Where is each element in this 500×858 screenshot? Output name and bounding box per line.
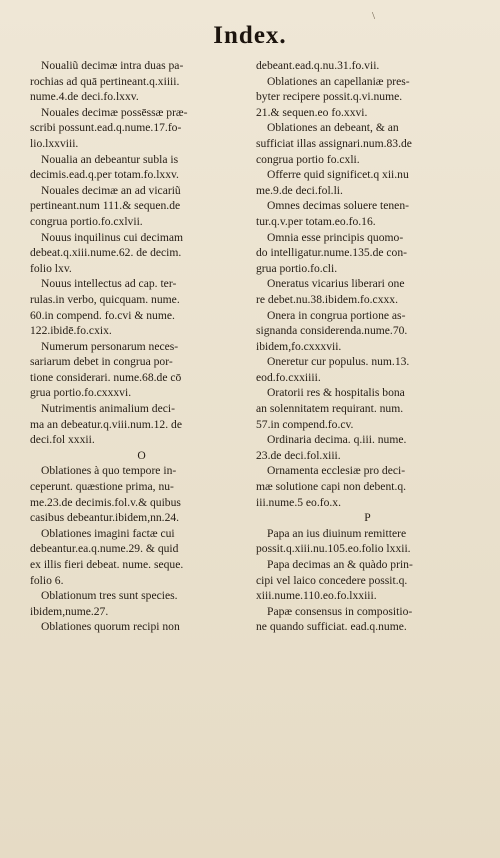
index-entry-start: Ordinaria decima. q.iii. nume. [267, 433, 407, 447]
index-entry-continuation: do intelligatur.nume.135.de con- [256, 246, 408, 260]
index-entry-continuation: tione considerari. nume.68.de cō [30, 370, 182, 384]
index-entry-continuation: grua portio.fo.cli. [256, 261, 338, 275]
index-entry-continuation: 57.in compend.fo.cv. [256, 417, 354, 431]
index-entry-continuation: 60.in compend. fo.cvi & nume. [30, 308, 175, 322]
index-entry-continuation: 21.& sequen.eo fo.xxvi. [256, 105, 368, 119]
index-entry-start: Oblationum tres sunt species. [41, 589, 178, 603]
index-entry-continuation: ma an debeatur.q.viii.num.12. de [30, 417, 182, 431]
index-entry-continuation: grua portio.fo.cxxxvi. [30, 386, 132, 400]
index-column-left [30, 58, 253, 635]
index-entry-continuation: debeant.ead.q.nu.31.fo.vii. [256, 59, 380, 72]
index-entry-continuation: sufficiat illas assignari.num.83.de [256, 136, 412, 150]
index-entry-continuation: me.23.de decimis.fol.v.& quibus [30, 495, 181, 509]
index-entry-continuation: debeat.q.xiii.nume.62. de decim. [30, 246, 182, 260]
index-entry-continuation: casibus debeantur.ibidem,nn.24. [30, 511, 180, 525]
index-entry-start: Oratorii res & hospitalis bona [267, 386, 405, 400]
index-entry-start: Oblationes an debeant, & an [267, 121, 399, 135]
index-entry-continuation: ex illis fieri debeat. nume. seque. [30, 558, 184, 571]
index-entry-start: Noualia an debeantur subla is [41, 152, 179, 166]
index-entry-start: Oneretur cur populus. num.13. [267, 355, 410, 369]
index-entry-start: Papa decimas an & quàdo prin- [267, 558, 413, 571]
index-entry-start: Ornamenta ecclesiæ pro deci- [267, 464, 406, 478]
index-entry-start: Nutrimentis animalium deci- [41, 402, 175, 416]
corner-mark: \ [372, 10, 376, 22]
index-entry-continuation: rulas.in verbo, quicquam. nume. [30, 292, 180, 306]
section-letter: O [137, 448, 146, 462]
index-entry-start: Papa an ius diuinum remittere [267, 526, 407, 540]
index-entry-start: Oblationes à quo tempore in- [41, 464, 177, 478]
index-entry-continuation: mæ solutione capi non debent.q. [256, 480, 407, 494]
index-entry-start: Onera in congrua portione as- [267, 308, 406, 322]
index-entry-continuation: deci.fol xxxii. [30, 433, 95, 447]
index-column-right [256, 58, 479, 635]
index-entry-start: Oneratus vicarius liberari one [267, 277, 405, 291]
index-entry-continuation: lio.lxxviii. [30, 136, 79, 150]
index-entry-start: Papæ consensus in compositio- [267, 604, 413, 618]
index-entry-continuation: ibidem,nume.27. [30, 604, 109, 618]
page-title: Index. [213, 22, 287, 49]
index-entry-continuation: sariarum debet in congrua por- [30, 355, 173, 369]
index-entry-continuation: debeantur.ea.q.nume.29. & quid [30, 542, 179, 556]
index-entry-start: Omnes decimas soluere tenen- [267, 199, 409, 213]
index-entry-continuation: rochias ad quā pertineant.q.xiiii. [30, 74, 180, 88]
index-entry-continuation: congrua portio.fo.cxlvii. [30, 214, 143, 228]
index-entry-start: Omnia esse principis quomo- [267, 230, 404, 244]
index-entry-start: Nouus inquilinus cui decimam [41, 230, 184, 244]
index-entry-continuation: cipi vel laico concedere possit.q. [256, 573, 408, 587]
index-entry-start: Numerum personarum neces- [41, 339, 179, 353]
index-entry-continuation: tur.q.v.per totam.eo.fo.16. [256, 214, 376, 228]
index-entry-continuation: folio 6. [30, 573, 64, 587]
index-entry-continuation: ceperunt. quæstione prima, nu- [30, 480, 174, 494]
index-entry-continuation: ne quando sufficiat. ead.q.nume. [256, 620, 407, 634]
index-entry-start: Oblationes an capellaniæ pres- [267, 74, 410, 88]
index-entry-start: Nouus intellectus ad cap. ter- [41, 277, 177, 291]
index-entry-continuation: decimis.ead.q.per totam.fo.lxxv. [30, 168, 179, 182]
index-entry-continuation: an solennitatem requirant. num. [256, 402, 404, 416]
index-entry-continuation: 23.de deci.fol.xiii. [256, 448, 341, 462]
index-entry-continuation: 122.ibidē.fo.cxix. [30, 324, 112, 338]
index-entry-start: Noualiũ decimæ intra duas pa- [41, 59, 184, 72]
index-entry-continuation: eod.fo.cxxiiii. [256, 370, 321, 384]
index-entry-start: Nouales decimæ possēssæ præ- [41, 105, 188, 119]
index-entry-continuation: signanda considerenda.nume.70. [256, 324, 408, 338]
index-entry-continuation: pertineant.num 111.& sequen.de [30, 199, 181, 213]
index-entry-continuation: scribi possunt.ead.q.nume.17.fo- [30, 121, 182, 135]
index-entry-continuation: folio lxv. [30, 261, 72, 275]
index-entry-continuation: ibidem,fo.cxxxvii. [256, 339, 342, 353]
index-entry-continuation: me.9.de deci.fol.li. [256, 183, 343, 197]
index-entry-continuation: congrua portio fo.cxli. [256, 152, 360, 166]
index-entry-start: Oblationes quorum recipi non [41, 620, 180, 634]
index-entry-start: Offerre quid significet.q xii.nu [267, 168, 409, 182]
section-letter: P [364, 511, 371, 525]
index-entry-continuation: xiii.nume.110.eo.fo.lxxiii. [256, 589, 377, 603]
index-entry-start: Oblationes imagini factæ cui [41, 526, 175, 540]
index-entry-start: Nouales decimæ an ad vicariũ [41, 183, 181, 197]
index-entry-continuation: re debet.nu.38.ibidem.fo.cxxx. [256, 292, 398, 306]
index-entry-continuation: byter recipere possit.q.vi.nume. [256, 90, 403, 104]
index-entry-continuation: nume.4.de deci.fo.lxxv. [30, 90, 139, 104]
index-entry-continuation: possit.q.xiii.nu.105.eo.folio lxxii. [256, 542, 411, 556]
index-entry-continuation: iii.nume.5 eo.fo.x. [256, 495, 342, 509]
